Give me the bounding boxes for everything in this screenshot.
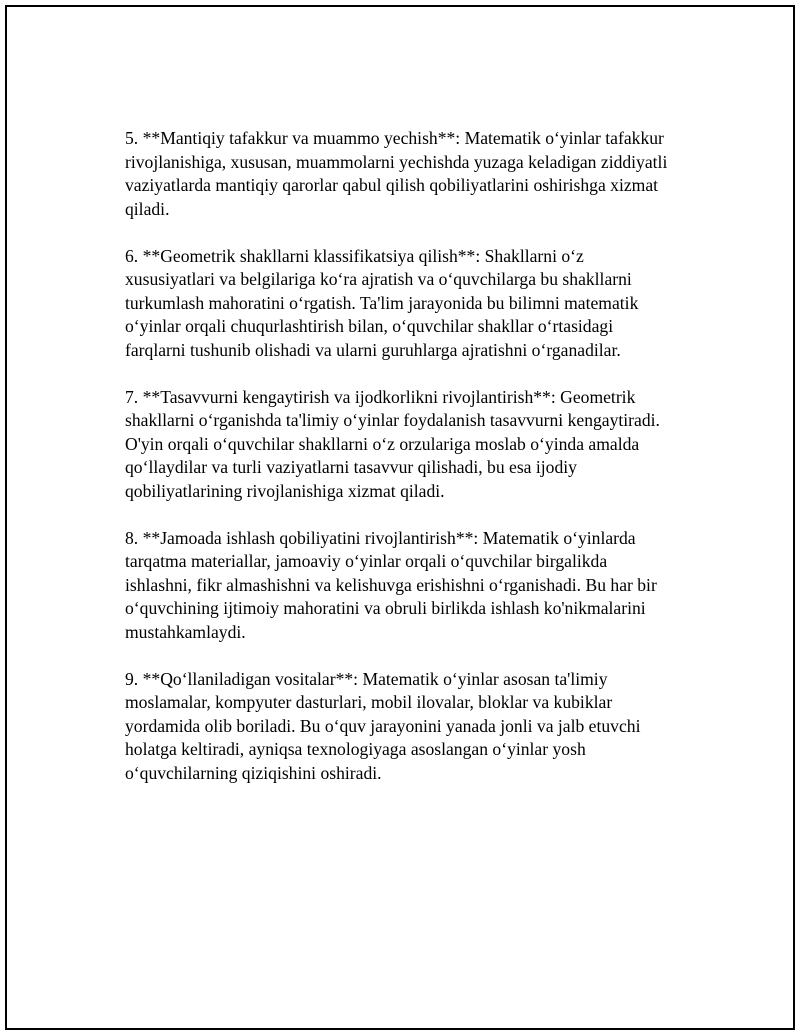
paragraph-6: 6. **Geometrik shakllarni klassifikatsiya qilish**: Shakllarni o‘z xususiyatlari va belgilariga ko‘ra ajratish va o‘quvchilarga bu shakllarni turkumlash mahoratini o‘rgatish. Ta'lim jarayonida bu bilimni matematik o‘yinlar orqali chuqurlashtirish bilan, o‘quvchilar shakllar o‘rtasidagi farqlarni tushunib olishadi va ularni guruhlarga ajratishni o‘rganadilar. — [125, 245, 639, 360]
paragraph-5: 5. **Mantiqiy tafakkur va muammo yechish**: Matematik o‘yinlar tafakkur rivojlanishiga, xususan, muammolarni yechishda yuzaga keladigan ziddiyatli vaziyatlarda mantiqiy qarorlar qabul qilish qobiliyatlarini oshirishga xizmat qiladi. — [125, 128, 668, 219]
document-body — [125, 127, 705, 809]
paragraph-7: 7. **Tasavvurni kengaytirish va ijodkorlikni rivojlantirish**: Geometrik shakllarni o‘rganishda ta'limiy o‘yinlar foydalanish tasavvurni kengaytiradi. O'yin orqali o‘quvchilar shakllarni o‘z orzulariga moslab o‘yinda amalda qo‘llaydilar va turli vaziyatlarni tasavvur qilishadi, bu esa ijodiy qobiliyatlarining rivojlanishiga xizmat qiladi. — [125, 386, 660, 501]
paragraph-8: 8. **Jamoada ishlash qobiliyatini rivojlantirish**: Matematik o‘yinlarda tarqatma materiallar, jamoaviy o‘yinlar orqali o‘quvchilar birgalikda ishlashni, fikr almashishni va kelishuvga erishishni o‘rganishadi. Bu har bir o‘quvchining ijtimoiy mahoratini va obruli birlikda ishlash ko'nikmalarini mustahkamlaydi. — [125, 527, 657, 642]
page-frame — [5, 5, 795, 1030]
paragraph-9: 9. **Qo‘llaniladigan vositalar**: Matematik o‘yinlar asosan ta'limiy moslamalar, kompyuter dasturlari, mobil ilovalar, bloklar va kubiklar yordamida olib boriladi. Bu o‘quv jarayonini yanada jonli va jalb etuvchi holatga keltiradi, ayniqsa texnologiyaga asoslangan o‘yinlar yosh o‘quvchilarning qiziqishini oshiradi. — [125, 668, 641, 783]
